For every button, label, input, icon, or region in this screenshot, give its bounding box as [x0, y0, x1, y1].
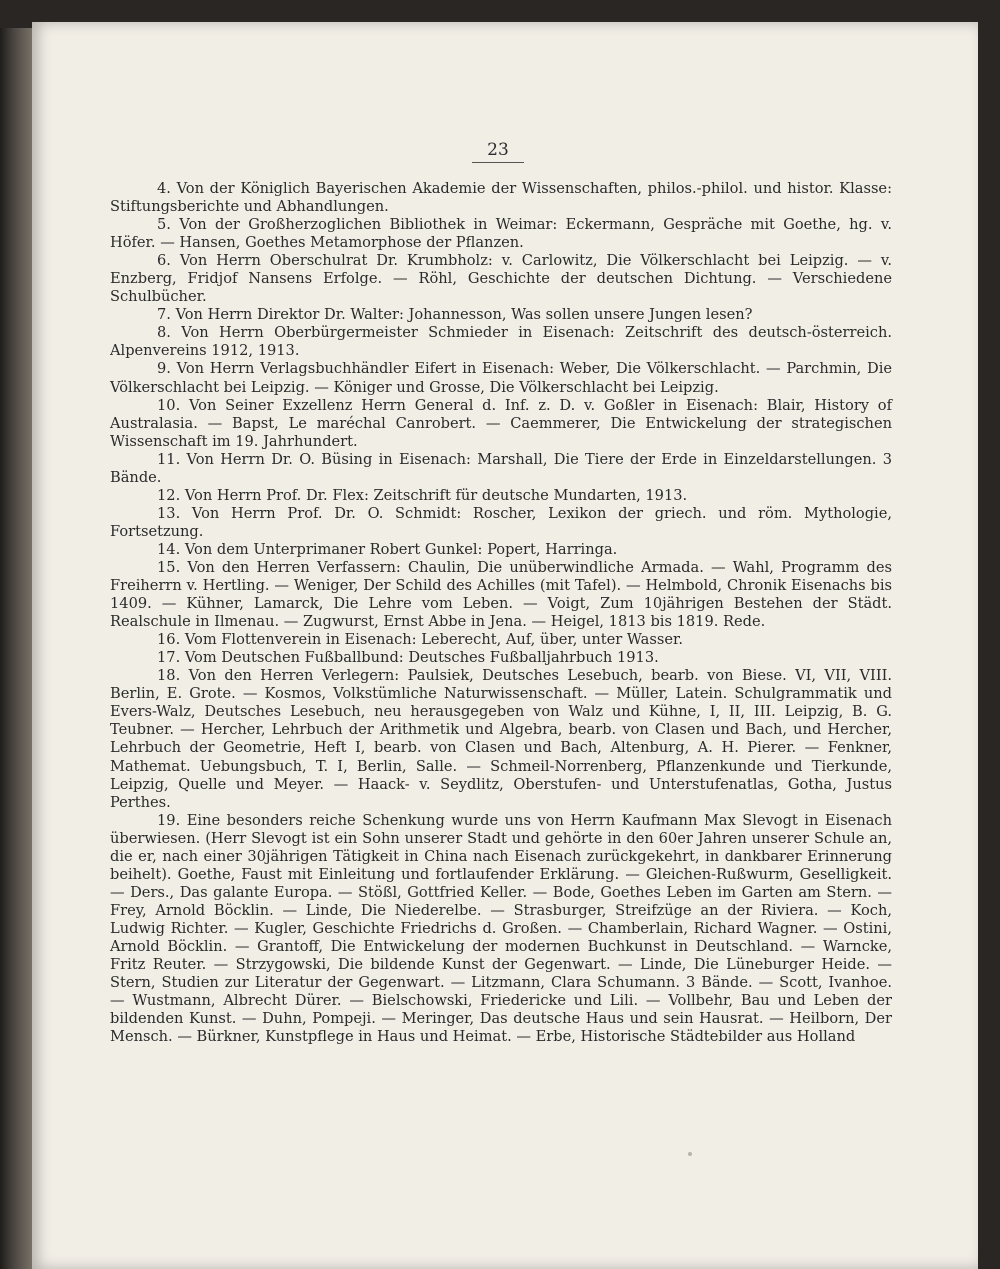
- donation-list: [110, 180, 892, 1046]
- left-page-edge: [0, 28, 34, 1269]
- list-item: 11. Von Herrn Dr. O. Büsing in Eisenach: Marshall, Die Tiere der Erde in Einzeldarstellungen. 3 Bände.: [110, 450, 892, 486]
- list-item: 19. Eine besonders reiche Schenkung wurde uns von Herrn Kaufmann Max Slevogt in Eisenach überwiesen. (Herr Slevogt ist ein Sohn unserer Stadt und gehörte in den 60er Jahren unserer Schule an, die er, nach einer 30jährigen Tätigkeit in China nach Eisenach zurückgekehrt, in dankbarer Erinnerung beihelt). Goethe, Faust mit Einleitung und fortlaufender Erklärung. — Gleichen-Rußwurm, Geselligkeit. — Ders., Das galante Europa. — Stößl, Gottfried Keller. — Bode, Goethes Leben im Garten am Stern. — Frey, Arnold Böcklin. — Linde, Die Niederelbe. — Strasburger, Streifzüge an der Riviera. — Koch, Ludwig Richter. — Kugler, Geschichte Friedrichs d. Großen. — Chamberlain, Richard Wagner. — Ostini, Arnold Böcklin. — Grantoff, Die Entwickelung der modernen Buchkunst in Deutschland. — Warncke, Fritz Reuter. — Strzygowski, Die bildende Kunst der Gegenwart. — Linde, Die Lüneburger Heide. — Stern, Studien zur Literatur der Gegenwart. — Litzmann, Clara Schumann. 3 Bände. — Scott, Ivanhoe. — Wustmann, Albrecht Dürer. — Bielschowski, Friedericke und Lili. — Vollbehr, Bau und Leben der bildenden Kunst. — Duhn, Pompeji. — Meringer, Das deutsche Haus und sein Hausrat. — Heilborn, Der Mensch. — Bürkner, Kunstpflege in Haus und Heimat. — Erbe, Historische Städtebilder aus Holland: [110, 811, 892, 1046]
- list-item: 14. Von dem Unterprimaner Robert Gunkel: Popert, Harringa.: [157, 540, 618, 558]
- list-item: 10. Von Seiner Exzellenz Herrn General d. Inf. z. D. v. Goßler in Eisenach: Blair, History of Australasia. — Bapst, Le maréchal Canrobert. — Caemmerer, Die Entwickelung der strategischen Wissenschaft im 19. Jahrhundert.: [110, 396, 892, 450]
- list-item: 16. Vom Flottenverein in Eisenach: Leberecht, Auf, über, unter Wasser.: [157, 631, 683, 649]
- paper-speck: [688, 1152, 692, 1156]
- list-item: 13. Von Herrn Prof. Dr. O. Schmidt: Roscher, Lexikon der griech. und röm. Mythologie, Fortsetzung.: [110, 504, 892, 540]
- list-item: 6. Von Herrn Oberschulrat Dr. Krumbholz: v. Carlowitz, Die Völkerschlacht bei Leipzig. — v. Enzberg, Fridjof Nansens Erfolge. — Röhl, Geschichte der deutschen Dichtung. — Verschiedene Schulbücher.: [110, 252, 892, 306]
- list-item: 4. Von der Königlich Bayerischen Akademie der Wissenschaften, philos.-philol. und histor. Klasse: Stiftungsberichte und Abhandlungen.: [110, 180, 892, 216]
- book-page: [32, 22, 978, 1269]
- list-item: 15. Von den Herren Verfassern: Chaulin, Die unüberwindliche Armada. — Wahl, Programm des Freiherrn v. Hertling. — Weniger, Der Schild des Achilles (mit Tafel). — Helmbold, Chronik Eisenachs bis 1409. — Kühner, Lamarck, Die Lehre vom Leben. — Voigt, Zum 10jährigen Bestehen der Städt. Realschule in Ilmenau. — Zugwurst, Ernst Abbe in Jena. — Heigel, 1813 bis 1819. Rede.: [110, 558, 892, 631]
- list-item: 8. Von Herrn Oberbürgermeister Schmieder in Eisenach: Zeitschrift des deutsch-österreich. Alpenvereins 1912, 1913.: [110, 324, 892, 360]
- list-item: 9. Von Herrn Verlagsbuchhändler Eifert in Eisenach: Weber, Die Völkerschlacht. — Parchmin, Die Völkerschlacht bei Leipzig. — Königer und Grosse, Die Völkerschlacht bei Leipzig.: [110, 360, 892, 396]
- list-item: 12. Von Herrn Prof. Dr. Flex: Zeitschrift für deutsche Mundarten, 1913.: [157, 486, 688, 504]
- list-item: 5. Von der Großherzoglichen Bibliothek in Weimar: Eckermann, Gespräche mit Goethe, hg. v. Höfer. — Hansen, Goethes Metamorphose der Pflanzen.: [110, 216, 892, 252]
- list-item: 18. Von den Herren Verlegern: Paulsiek, Deutsches Lesebuch, bearb. von Biese. VI, VII, VIII. Berlin, E. Grote. — Kosmos, Volkstümliche Naturwissenschaft. — Müller, Latein. Schulgrammatik und Evers-Walz, Deutsches Lesebuch, neu herausgegeben von Walz und Kühne, I, II, III. Leipzig, B. G. Teubner. — Hercher, Lehrbuch der Arithmetik und Algebra, bearb. von Clasen und Bach, und Hercher, Lehrbuch der Geometrie, Heft I, bearb. von Clasen und Bach, Altenburg, A. H. Pierer. — Fenkner, Mathemat. Uebungsbuch, T. I, Berlin, Salle. — Schmeil-Norrenberg, Pflanzenkunde und Tierkunde, Leipzig, Quelle und Meyer. — Haack- v. Seydlitz, Oberstufen- und Unterstufenatlas, Gotha, Justus Perthes.: [110, 667, 892, 811]
- list-item: 17. Vom Deutschen Fußballbund: Deutsches Fußballjahrbuch 1913.: [157, 649, 659, 667]
- page-number: 23: [472, 140, 524, 163]
- list-item: 7. Von Herrn Direktor Dr. Walter: Johannesson, Was sollen unsere Jungen lesen?: [157, 306, 753, 324]
